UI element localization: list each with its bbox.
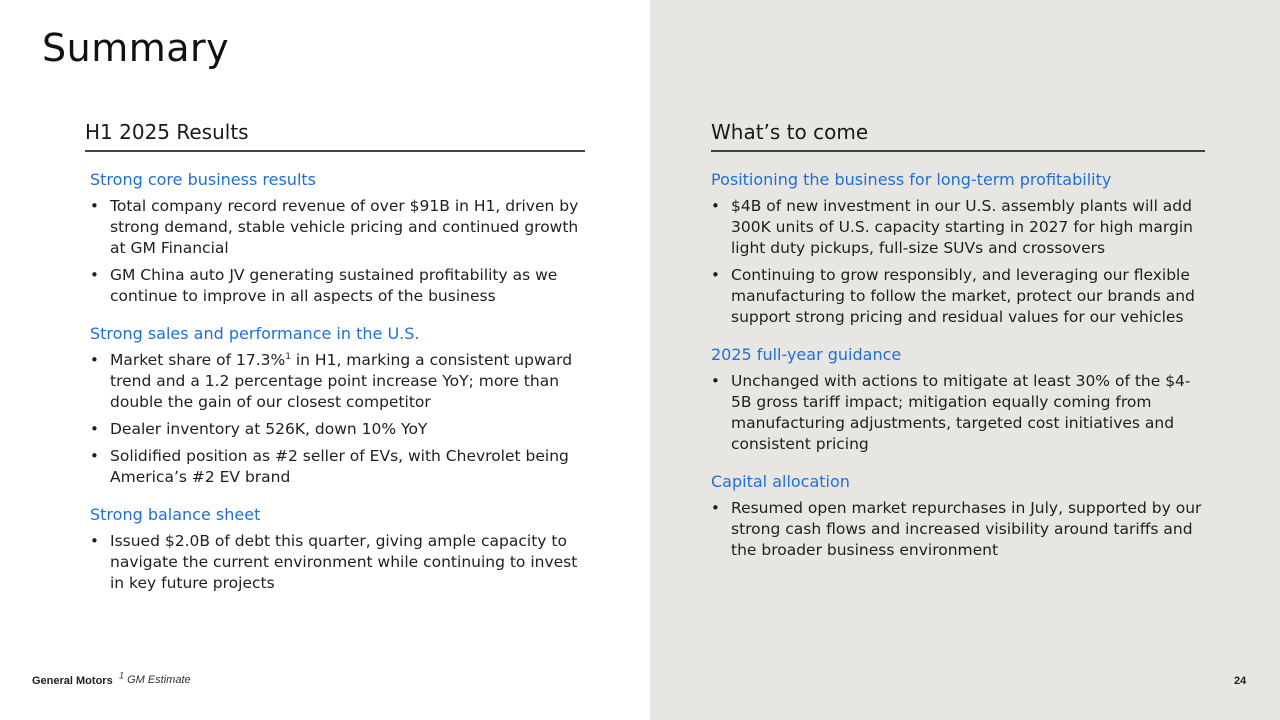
left-sections xyxy=(90,152,585,594)
page-number: 24 xyxy=(1234,675,1247,687)
section-title: Strong sales and performance in the U.S. xyxy=(90,324,420,343)
bullet-list xyxy=(90,350,585,488)
section xyxy=(90,324,585,488)
bullet-dot-icon: • xyxy=(711,372,720,390)
bullet-text-continued: in H1, marking a consistent upward trend and a 1.2 percentage point increase YoY; more than double the gain of our closest competitor xyxy=(110,351,573,411)
bullet-dot-icon: • xyxy=(90,420,99,438)
bullet-item xyxy=(90,531,585,594)
bullet-item xyxy=(711,265,1205,328)
section-title: Strong balance sheet xyxy=(90,505,261,524)
bullet-list xyxy=(711,371,1205,455)
left-column xyxy=(85,120,585,611)
bullet-item xyxy=(90,265,585,307)
bullet-dot-icon: • xyxy=(711,266,720,284)
bullet-list xyxy=(711,498,1205,561)
left-column-heading xyxy=(85,120,585,152)
right-sections xyxy=(711,152,1205,561)
bullet-dot-icon: • xyxy=(90,351,99,369)
bullet-list xyxy=(711,196,1205,328)
section xyxy=(90,170,585,307)
bullet-text: GM China auto JV generating sustained profitability as we continue to improve in all aspects of the business xyxy=(110,266,558,305)
section-title: 2025 full-year guidance xyxy=(711,345,902,364)
bullet-text: $4B of new investment in our U.S. assembly plants will add 300K units of U.S. capacity starting in 2027 for high margin light duty pickups, full-size SUVs and crossovers xyxy=(731,197,1193,257)
section xyxy=(711,472,1205,561)
bullet-item xyxy=(90,446,585,488)
footnote-mark: 1 xyxy=(119,670,125,681)
section xyxy=(711,170,1205,328)
right-column xyxy=(711,120,1205,578)
bullet-text: Resumed open market repurchases in July, supported by our strong cash flows and increased visibility around tariffs and the broader business environment xyxy=(731,499,1202,559)
section xyxy=(711,345,1205,455)
bullet-item xyxy=(90,419,585,440)
bullet-item xyxy=(90,350,585,413)
bullet-dot-icon: • xyxy=(90,197,99,215)
page-title: Summary xyxy=(42,26,230,70)
right-column-heading-text: What’s to come xyxy=(711,120,869,144)
section-title: Capital allocation xyxy=(711,472,850,491)
footnote-reference: 1 xyxy=(285,351,291,362)
bullet-item xyxy=(711,498,1205,561)
bullet-dot-icon: • xyxy=(90,447,99,465)
bullet-text: Market share of 17.3% xyxy=(110,351,286,369)
section-title: Strong core business results xyxy=(90,170,316,189)
bullet-item xyxy=(711,196,1205,259)
footer-brand: General Motors xyxy=(32,675,113,687)
left-column-heading-text: H1 2025 Results xyxy=(85,120,249,144)
bullet-dot-icon: • xyxy=(90,532,99,550)
bullet-text: Total company record revenue of over $91B in H1, driven by strong demand, stable vehicle pricing and continued growth at GM Financial xyxy=(110,197,579,257)
bullet-text: Issued $2.0B of debt this quarter, giving ample capacity to navigate the current environment while continuing to invest in key future projects xyxy=(110,532,578,592)
bullet-text: Unchanged with actions to mitigate at least 30% of the $4-5B gross tariff impact; mitigation equally coming from manufacturing adjustments, targeted cost initiatives and consistent pricing xyxy=(731,372,1191,453)
bullet-list xyxy=(90,196,585,307)
bullet-text: Continuing to grow responsibly, and leveraging our flexible manufacturing to follow the market, protect our brands and support strong pricing and residual values for our vehicles xyxy=(731,266,1195,326)
bullet-text: Dealer inventory at 526K, down 10% YoY xyxy=(110,420,428,438)
bullet-item xyxy=(711,371,1205,455)
section xyxy=(90,505,585,594)
bullet-dot-icon: • xyxy=(711,499,720,517)
section-title: Positioning the business for long-term profitability xyxy=(711,170,1112,189)
bullet-item xyxy=(90,196,585,259)
bullet-dot-icon: • xyxy=(711,197,720,215)
footnote-text: GM Estimate xyxy=(124,674,191,686)
right-column-heading xyxy=(711,120,1205,152)
bullet-list xyxy=(90,531,585,594)
footnote xyxy=(119,670,191,686)
bullet-dot-icon: • xyxy=(90,266,99,284)
bullet-text: Solidified position as #2 seller of EVs, with Chevrolet being America’s #2 EV brand xyxy=(110,447,569,486)
